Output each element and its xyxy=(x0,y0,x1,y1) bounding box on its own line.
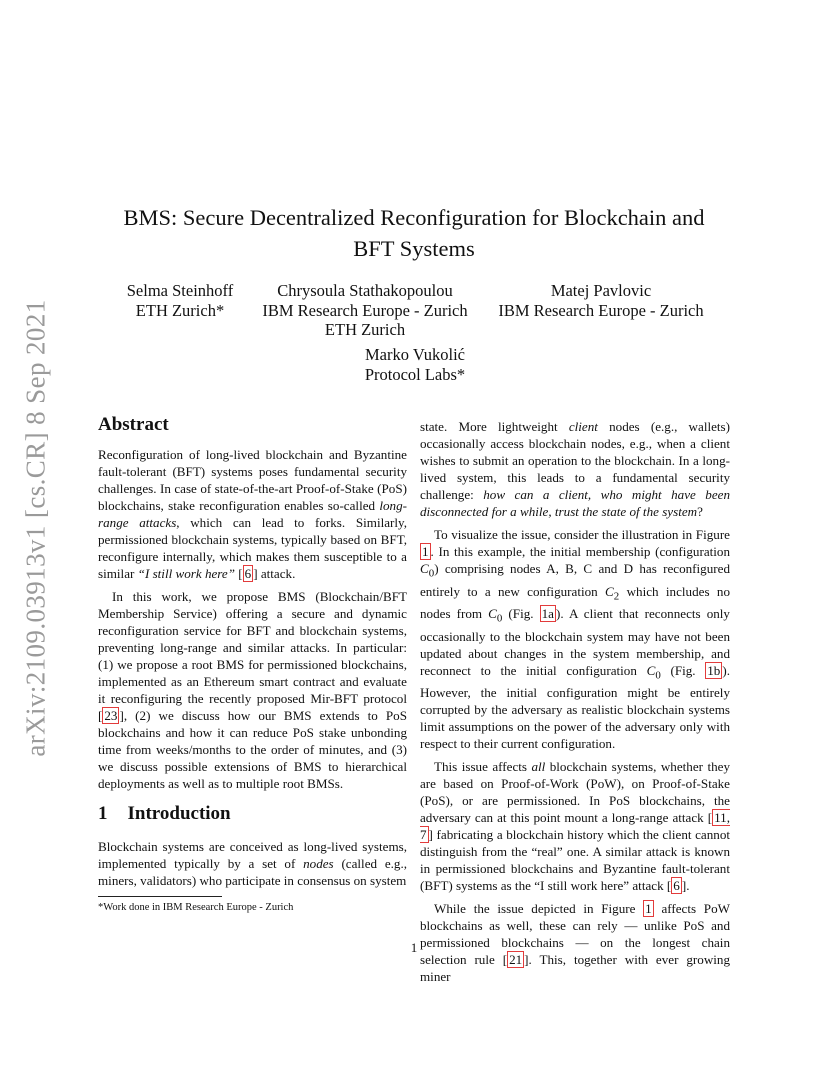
figure-link[interactable]: 1a xyxy=(541,606,554,622)
citation-link[interactable]: 11, 7 xyxy=(420,810,730,843)
abstract-body xyxy=(98,446,407,792)
figure-link[interactable]: 1 xyxy=(422,544,429,559)
introduction-body xyxy=(98,838,407,889)
arxiv-id: arXiv:2109.03913v1 [cs.CR] 8 Sep 2021 xyxy=(20,299,51,757)
body-paragraph: This issue affects all blockchain systems, whether they are based on Proof-of-Work (PoW), on Proof-of-Stake (PoS), or are permissioned. In PoS blockchains, the adversary can at this point mount a long-range attack [ 11, 7 ] fabricating a blockchain history which the client cannot distinguish from the “real” one. A similar attack is known in permissioned blockchains and Byzantine fault-tolerant (BFT) systems as the “I still work here” attack [ 6 ]. xyxy=(420,759,731,894)
right-column-body xyxy=(420,418,730,985)
footnote-rule xyxy=(98,896,222,897)
author-affiliation: Protocol Labs* xyxy=(364,364,466,384)
author-affiliation: IBM Research Europe - Zurich xyxy=(498,300,704,320)
body-paragraph: state. More lightweight client nodes (e.g., wallets) occasionally access blockchain nodes, e.g., when a client wishes to submit an operation to the blockchain. In a long-lived system, this leads to a fundamental security challenge: how can a client, who might have been disconnected for a while, trust the state of the system? xyxy=(420,419,730,519)
section-heading-introduction xyxy=(98,803,231,825)
body-paragraph: To visualize the issue, consider the illustration in Figure 1 . In this example, the initial membership (configuration $C_0$) comprising nodes A, B, C and D has reconfigured entirely to a new configuration $C_2$ which includes no nodes from $C_0$ (Fig. 1a ). A client that reconnects only occasionally to the blockchain system may have not been updated about changes in the system membership, and reconnect to the initial configuration $C_0$ (Fig. 1b ). However, the initial configuration might be entirely corrupted by the adversary as realistic blockchain systems limit assumptions on the power of the adversary only with respect to their current configuration. xyxy=(420,527,730,752)
title-line-2: BFT Systems xyxy=(353,236,475,261)
author-affiliation: IBM Research Europe - Zurich xyxy=(262,300,468,320)
citation-link[interactable]: 23 xyxy=(104,708,118,723)
body-paragraph: While the issue depicted in Figure 1 affects PoW blockchains as well, these can rely — unlike PoS and permissioned blockchains — on the longest chain selection rule [ 21 ]. This, together with ever growing miner xyxy=(420,901,731,985)
author-affiliation: ETH Zurich* xyxy=(135,300,225,320)
citation-link[interactable]: 6 xyxy=(244,566,252,581)
author-block xyxy=(320,345,510,384)
intro-paragraph: Blockchain systems are conceived as long-lived systems, implemented typically by a set of nodes (called e.g., miners, validators) who participate in consensus on system xyxy=(98,839,407,888)
abstract-paragraph: Reconfiguration of long-lived blockchain and Byzantine fault-tolerant (BFT) systems poses fundamental security challenges. In case of state-of-the-art Proof-of-Stake (PoS) blockchains, stake reconfiguration enables so-called long-range attacks, which can lead to forks. Similarly, permissioned blockchain systems, typically based on BFT, reconfigure internally, which makes them susceptible to a similar “I still work here” [ 6 ] attack. xyxy=(98,447,407,581)
section-title: Introduction xyxy=(127,803,231,824)
author-name: Selma Steinhoff xyxy=(126,281,234,300)
citation-link[interactable]: 21 xyxy=(509,952,523,968)
figure-link[interactable]: 1 xyxy=(645,901,652,917)
abstract-paragraph: In this work, we propose BMS (Blockchain/BFT Membership Service) offering a secure and dynamic reconfiguration service for BFT and blockchain systems, preventing long-range and similar attacks. In particular: (1) we propose a root BMS for permissioned blockchains, implemented as an Ethereum smart contract and evaluate it reconfiguring the recently proposed Mir-BFT protocol [ 23 ], (2) we discuss how our BMS extends to PoS blockchains and how it can reduce PoS stake unbonding time from weeks/months to the order of minutes, and (3) we discuss possible extensions of BMS to hierarchical deployments as well as to multiple root BMSs. xyxy=(98,589,407,791)
page-number: 1 xyxy=(410,940,418,955)
abstract-heading: Abstract xyxy=(98,414,169,435)
arxiv-sidebar xyxy=(10,298,62,758)
citation-link[interactable]: 6 xyxy=(673,878,680,894)
author-name: Matej Pavlovic xyxy=(550,281,652,300)
section-number: 1 xyxy=(98,803,108,824)
paper-title xyxy=(100,202,728,264)
author-block xyxy=(490,281,712,320)
author-block xyxy=(255,281,475,340)
author-block xyxy=(100,281,260,320)
author-name: Chrysoula Stathakopoulou xyxy=(277,281,453,300)
author-name: Marko Vukolić xyxy=(365,345,465,364)
footnote: *Work done in IBM Research Europe - Zurich xyxy=(98,902,294,913)
author-affiliation: ETH Zurich xyxy=(324,320,406,339)
title-line-1: BMS: Secure Decentralized Reconfiguration for Blockchain and xyxy=(123,205,705,230)
figure-link[interactable]: 1b xyxy=(707,662,721,678)
